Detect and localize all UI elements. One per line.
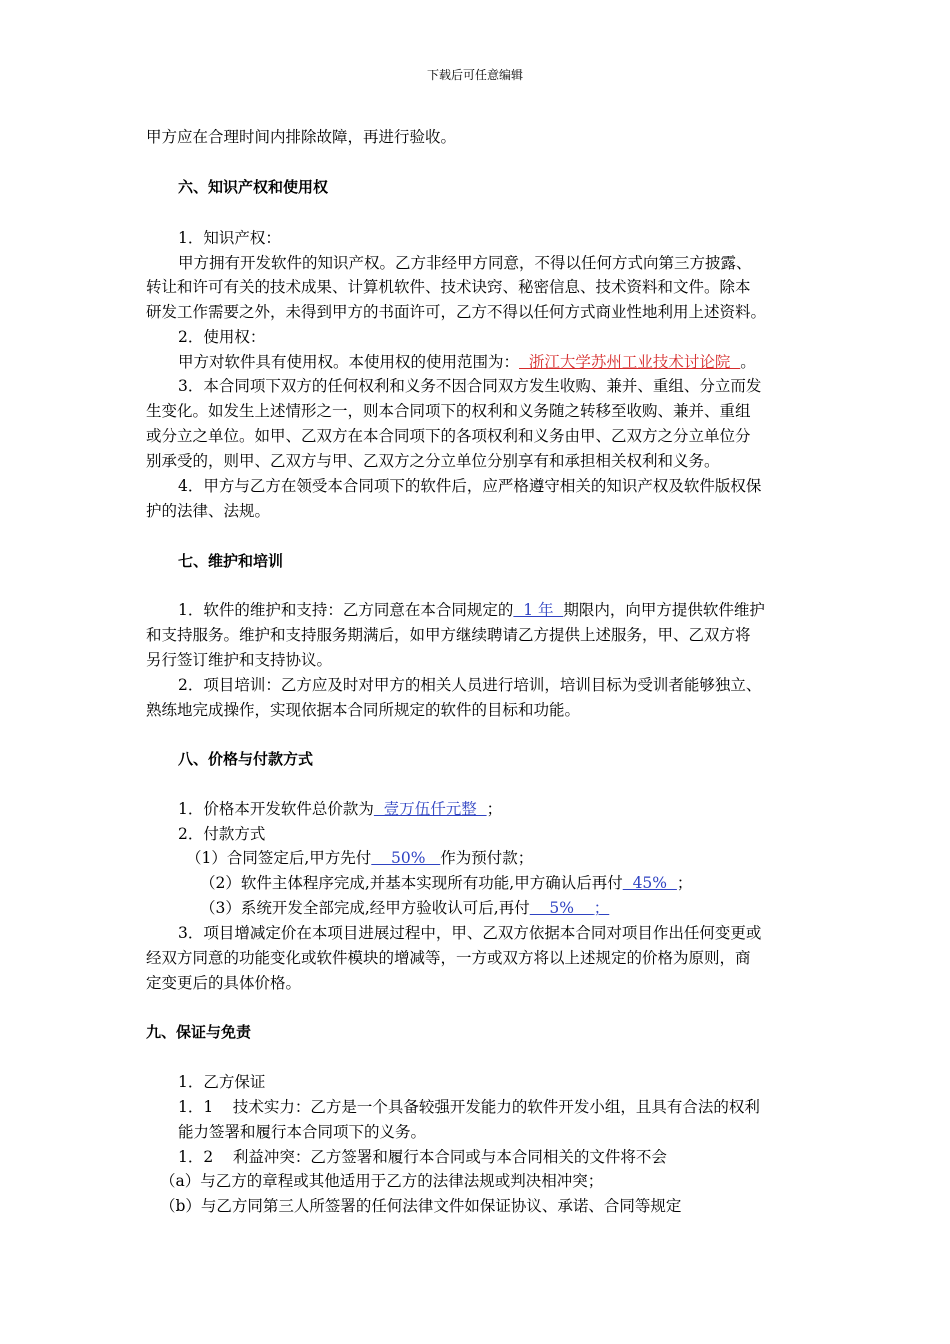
subsection-title: 1．知识产权： (178, 229, 281, 247)
punctuation: ； (676, 874, 693, 892)
punctuation: ； (486, 800, 503, 818)
payment-item-label: （2）软件主体程序完成,并基本实现所有功能,甲方确认后再付 (200, 874, 623, 892)
advance-payment-field: 50% (371, 849, 441, 867)
paragraph-line (178, 352, 756, 372)
maintenance-text: 期限内，向甲方提供软件维护 (563, 601, 765, 619)
list-item: （b）与乙方同第三人所签署的任何法律文件如保证协议、承诺、合同等规定 (160, 1197, 682, 1215)
payment-item (200, 898, 609, 918)
paragraph-line: 研发工作需要之外，未得到甲方的书面许可，乙方不得以任何方式商业性地利用上述资料。 (146, 303, 767, 321)
paragraph-line: 甲方应在合理时间内排除故障，再进行验收。 (146, 128, 457, 146)
paragraph-line: 1．1 技术实力：乙方是一个具备较强开发能力的软件开发小组，且具有合法的权利 (178, 1098, 760, 1116)
paragraph-line: 和支持服务。维护和支持服务期满后，如甲方继续聘请乙方提供上述服务，甲、乙双方将 (146, 626, 751, 644)
payment-item-label: （1）合同签定后,甲方先付 (186, 849, 372, 867)
section-heading-9: 九、保证与免责 (146, 1023, 252, 1041)
paragraph-line: 另行签订维护和支持协议。 (146, 651, 333, 669)
total-price-field: 壹万伍仟元整 (373, 800, 487, 818)
price-label: 1．价格本开发软件总价款为 (178, 800, 374, 818)
page-header-note: 下载后可任意编辑 (426, 68, 523, 82)
payment-item (186, 848, 533, 868)
maintenance-label: 1．软件的维护和支持：乙方同意在本合同规定的 (178, 601, 514, 619)
final-payment-field: 5% (529, 899, 594, 917)
list-item: （a）与乙方的章程或其他适用于乙方的法律法规或判决相冲突； (160, 1172, 604, 1190)
paragraph-line: 或分立之单位。如甲、乙双方在本合同项下的各项权利和义务由甲、乙双方之分立单位分 (146, 427, 751, 445)
paragraph-line: 2．项目培训：乙方应及时对甲方的相关人员进行培训，培训目标为受训者能够独立、 (178, 676, 762, 694)
paragraph-line: 4．甲方与乙方在领受本合同项下的软件后，应严格遵守相关的知识产权及软件版权保 (178, 477, 762, 495)
payment-item-text: 作为预付款； (440, 849, 534, 867)
punctuation: ； (593, 899, 610, 917)
section-heading-7: 七、维护和培训 (178, 552, 284, 570)
section-heading-8: 八、价格与付款方式 (178, 750, 314, 768)
paragraph-line: 1．2 利益冲突：乙方签署和履行本合同或与本合同相关的文件将不会 (178, 1148, 667, 1166)
punctuation: 。 (740, 353, 756, 371)
payment-item (200, 873, 692, 893)
paragraph-line (178, 600, 765, 620)
paragraph-line: 别承受的，则甲、乙双方与甲、乙双方之分立单位分别享有和承担相关权利和义务。 (146, 452, 720, 470)
payment-item-label: （3）系统开发全部完成,经甲方验收认可后,再付 (200, 899, 530, 917)
paragraph-line (178, 799, 502, 819)
usage-scope-label: 甲方对软件具有使用权。本使用权的使用范围为： (178, 353, 520, 371)
second-payment-field: 45% (622, 874, 677, 892)
usage-scope-field: 浙江大学苏州工业技术讨论院 (519, 353, 741, 371)
subsection-title: 2．使用权： (178, 328, 266, 346)
section-heading-6: 六、知识产权和使用权 (178, 178, 329, 196)
paragraph-line: 3．项目增减定价在本项目进展过程中，甲、乙双方依据本合同对项目作出任何变更或 (178, 924, 762, 942)
paragraph-line: 熟练地完成操作，实现依据本合同所规定的软件的目标和功能。 (146, 701, 581, 719)
maintenance-term-field: 1 年 (513, 601, 564, 619)
paragraph-line: 转让和许可有关的技术成果、计算机软件、技术诀窍、秘密信息、技术资料和文件。除本 (146, 278, 751, 296)
paragraph-line: 3．本合同项下双方的任何权利和义务不因合同双方发生收购、兼并、重组、分立而发 (178, 377, 762, 395)
paragraph-line: 生变化。如发生上述情形之一，则本合同项下的权利和义务随之转移至收购、兼并、重组 (146, 402, 751, 420)
paragraph-line: 经双方同意的功能变化或软件模块的增减等，一方或双方将以上述规定的价格为原则，商 (146, 949, 751, 967)
subsection-title: 2．付款方式 (178, 825, 266, 843)
paragraph-line: 护的法律、法规。 (146, 502, 271, 520)
paragraph-line: 甲方拥有开发软件的知识产权。乙方非经甲方同意，不得以任何方式向第三方披露、 (178, 254, 752, 272)
subsection-title: 1．乙方保证 (178, 1073, 266, 1091)
paragraph-line: 能力签署和履行本合同项下的义务。 (178, 1123, 427, 1141)
paragraph-line: 定变更后的具体价格。 (146, 974, 302, 992)
